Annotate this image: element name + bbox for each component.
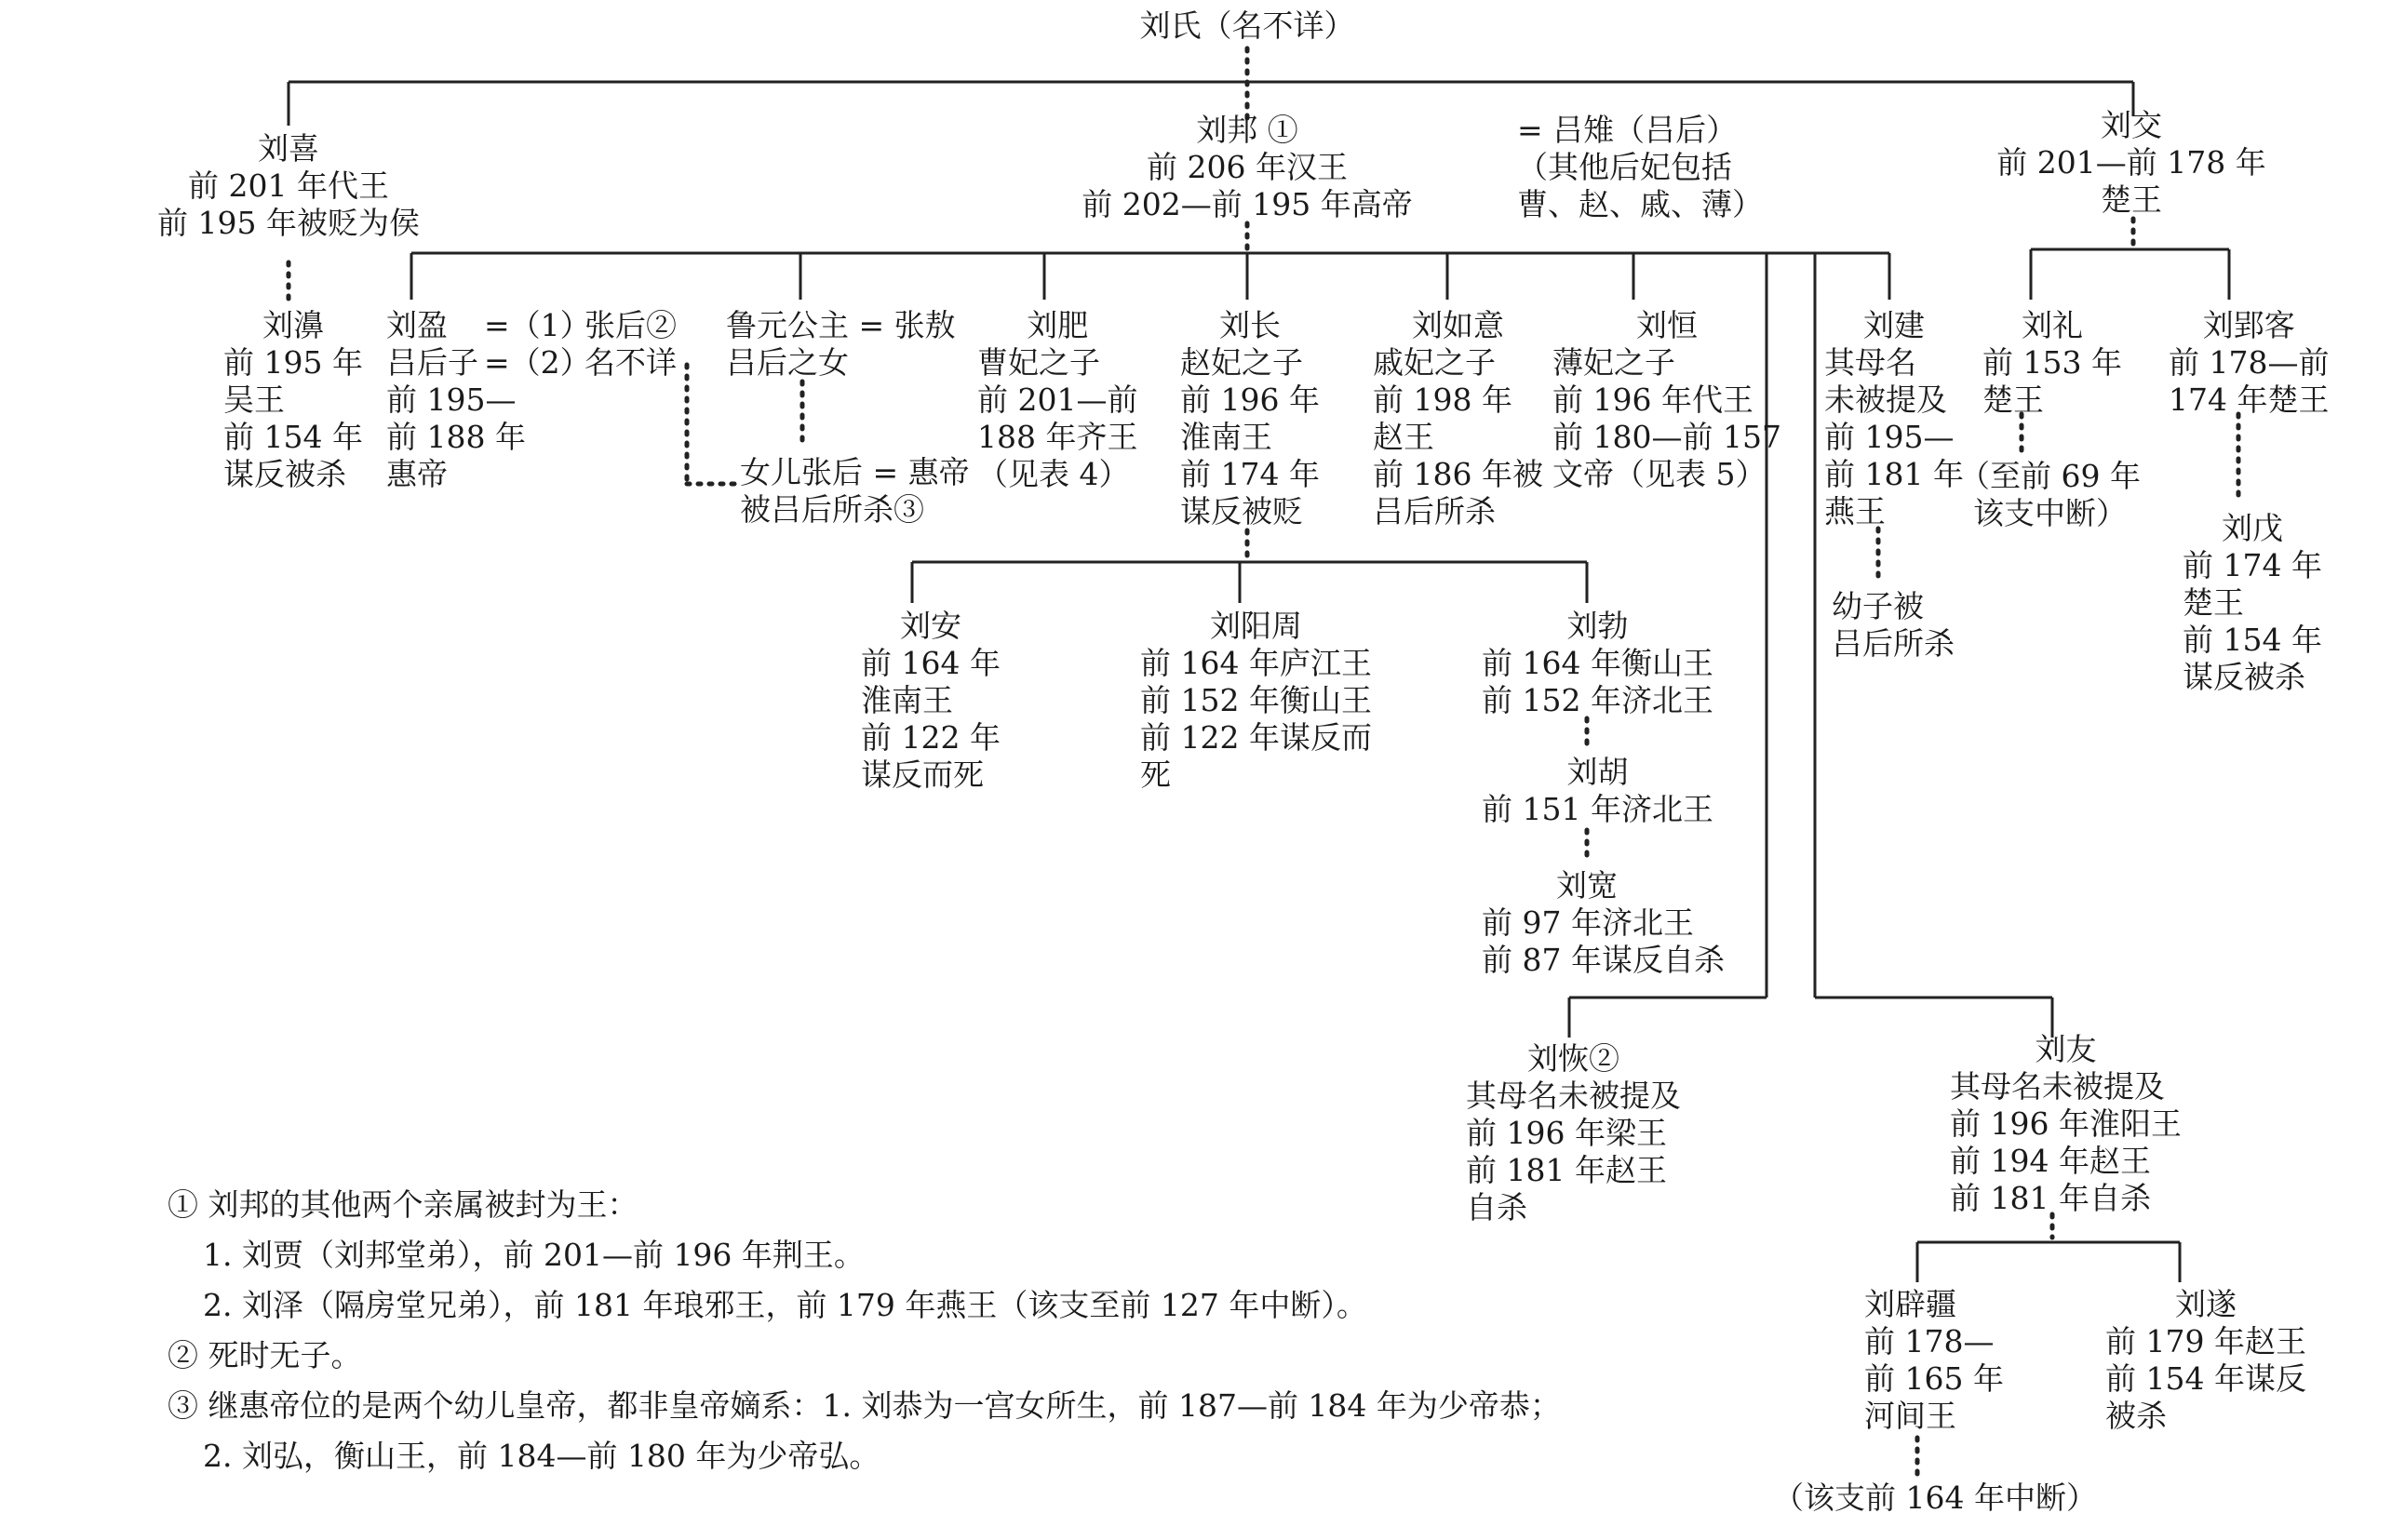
node-liuchang [1180,307,1320,530]
node-liujiao-name: 刘交 [2101,107,2162,143]
node-liupijiang-line: 河间王 [1864,1398,1956,1434]
node-liufei-line: 曹妃之子 [977,344,1100,381]
node-liujiao-line: 前 201—前 178 年 [1996,144,2266,181]
node-liuyou-line: 前 196 年淮阳王 [1950,1105,2182,1142]
node-liujian-line: 未被提及 [1824,382,1947,418]
node-liujian-son [1832,588,1955,663]
node-liukuan-line: 前 87 年谋反自杀 [1482,942,1725,978]
node-lvzhi [1517,112,1763,223]
node-liuyingke-name: 刘郢客 [2202,307,2295,343]
node-liuyou [1950,1031,2182,1217]
node-liujian-son-line: 幼子被 [1832,588,1924,624]
node-lvzhi-name: = 吕雉（吕后） [1517,112,1738,148]
node-liuli-line: 楚王 [1982,382,2044,418]
node-liuruyi-line: 赵王 [1373,419,1434,455]
node-liubo-name: 刘勃 [1566,608,1629,644]
node-liuruyi [1373,307,1543,530]
node-liupijiang-line: 前 178— [1864,1323,1995,1359]
node-liubo-line: 前 152 年济北王 [1482,682,1713,718]
node-liujian-son-line: 吕后所杀 [1832,625,1955,662]
node-luyuan-line: 吕后之女 [726,344,849,381]
node-liujian-line: 燕王 [1824,493,1886,529]
footnote-1-item-1: 1. 刘贾（刘邦堂弟），前 201—前 196 年荆王。 [203,1237,865,1273]
node-liuchang-line: 赵妃之子 [1180,344,1303,381]
node-zhanghou-line: 名不详 [584,344,677,381]
node-liuwu-line: 谋反被杀 [2183,659,2305,695]
node-liuying-line: 前 195— [386,382,517,418]
node-liuyangzhou-line: 前 122 年谋反而 [1140,719,1372,756]
marriage-mark: =（1） [484,307,591,343]
node-liujian-name: 刘建 [1862,307,1925,343]
node-liukuan-name: 刘宽 [1556,867,1618,904]
node-daughter-name: 女儿张后 = 惠帝 [740,454,970,490]
node-liuli-end-line: （至前 69 年 [1959,458,2141,494]
node-liusui-name: 刘遂 [2174,1286,2237,1322]
node-liuchang-line: 前 174 年 [1180,456,1320,492]
node-lvzhi-line: （其他后妃包括 [1517,149,1732,185]
node-liusui [2105,1286,2306,1435]
node-liuhu-line: 前 151 年济北王 [1482,791,1713,827]
node-liuheng-line: 薄妃之子 [1552,344,1675,381]
node-liubang-line: 前 206 年汉王 [1147,149,1348,185]
node-liuxi-line: 前 201 年代王 [188,167,389,204]
footnote-2: ② 死时无子。 [168,1337,362,1373]
marriage-mark: =（2） [484,344,591,381]
root-title: 刘氏（名不详） [1139,7,1355,44]
node-liuyou-line: 前 181 年自杀 [1950,1180,2151,1216]
node-liubi [223,307,363,493]
node-liupijiang-line: 前 165 年 [1864,1360,2004,1397]
node-liuhui-line: 自杀 [1466,1189,1527,1225]
node-liuan-line: 淮南王 [861,682,953,718]
node-liubo-line: 前 164 年衡山王 [1482,645,1713,681]
node-liuruyi-line: 吕后所杀 [1373,493,1496,529]
node-liuheng-line: 文帝（见表 5） [1552,456,1767,492]
node-liuyangzhou-line: 死 [1140,757,1171,793]
root-liu-shi [1112,7,1382,45]
node-liuhui-line: 其母名未被提及 [1466,1078,1681,1114]
node-liuying-line: 吕后子 [386,344,478,381]
node-liuxi [149,130,428,242]
node-marriage-marks [484,307,591,382]
node-liuheng-line: 前 196 年代王 [1552,382,1753,418]
node-liujian-line: 前 181 年 [1824,456,1964,492]
footnote-3: ③ 继惠帝位的是两个幼儿皇帝，都非皇帝嫡系：1. 刘恭为一宫女所生，前 187—前 184 年为少帝恭； [168,1387,1561,1424]
node-liufei-line: （见表 4） [977,456,1130,492]
node-daughter-zhanghou [740,454,970,529]
footnote-1: ① 刘邦的其他两个亲属被封为王： [168,1186,638,1223]
node-liuli-name: 刘礼 [2021,307,2083,343]
node-liuchang-line: 淮南王 [1180,419,1272,455]
node-liuying-line: 惠帝 [386,456,448,492]
node-liuxi-name: 刘喜 [258,130,319,167]
node-liukuan-line: 前 97 年济北王 [1482,904,1694,941]
node-luyuan [726,307,956,382]
node-liuruyi-name: 刘如意 [1411,307,1504,343]
node-liuan-line: 前 122 年 [861,719,1001,756]
node-liuhui-name: 刘恢② [1527,1040,1619,1077]
node-liuyou-line: 前 194 年赵王 [1950,1143,2151,1179]
node-liuwu-line: 楚王 [2183,584,2244,621]
node-liupijiang [1864,1286,2004,1435]
node-liupijiang-end-line: （该支前 164 年中断） [1773,1480,2097,1516]
node-liujian-line: 其母名 [1824,344,1916,381]
node-liubi-name: 刘濞 [262,307,324,343]
node-liujiao [1982,107,2280,219]
node-liuyangzhou-line: 前 164 年庐江王 [1140,645,1372,681]
node-liujian [1824,307,1964,530]
node-liuheng [1552,307,1781,493]
node-liuchang-line: 前 196 年 [1180,382,1320,418]
node-liuxi-line: 前 195 年被贬为侯 [157,205,420,241]
node-liusui-line: 前 154 年谋反 [2105,1360,2306,1397]
node-liufei [977,307,1137,493]
node-luyuan-name: 鲁元公主 = 张敖 [726,307,956,343]
node-liuchang-name: 刘长 [1218,307,1281,343]
node-lvzhi-line: 曹、赵、戚、薄） [1517,186,1763,222]
node-liupijiang-end [1773,1480,2097,1517]
node-liukuan [1482,867,1725,979]
node-liuan [861,608,1001,794]
node-liubang-name: 刘邦 ① [1196,112,1298,148]
node-liubi-line: 前 154 年 [223,419,363,455]
node-zhanghou-name: 张后② [584,307,677,343]
node-liupijiang-name: 刘辟疆 [1864,1286,1956,1322]
node-liusui-line: 被杀 [2105,1398,2167,1434]
node-liuyangzhou [1140,608,1372,794]
node-liubi-line: 前 195 年 [223,344,363,381]
node-liuyangzhou-name: 刘阳周 [1209,608,1302,644]
node-liubang [1070,112,1424,223]
node-liuruyi-line: 前 186 年被 [1373,456,1543,492]
node-liujian-line: 前 195— [1824,419,1955,455]
node-liuyangzhou-line: 前 152 年衡山王 [1140,682,1372,718]
node-liuwu-line: 前 174 年 [2183,547,2322,583]
footnotes [168,1180,1561,1481]
node-liuwu-name: 刘戊 [2221,510,2283,546]
node-liuhui-line: 前 196 年梁王 [1466,1115,1667,1151]
node-liuhui-line: 前 181 年赵王 [1466,1152,1667,1188]
node-liuchang-line: 谋反被贬 [1180,493,1303,529]
node-liuheng-line: 前 180—前 157 [1552,419,1781,455]
node-liufei-line: 188 年齐王 [977,419,1138,455]
node-liubang-line: 前 202—前 195 年高帝 [1082,186,1413,222]
node-liuan-line: 谋反而死 [861,757,984,793]
node-liuwu [2183,510,2322,696]
node-liuruyi-line: 前 198 年 [1373,382,1512,418]
node-liusui-line: 前 179 年赵王 [2105,1323,2306,1359]
node-zhanghou [584,307,677,382]
node-liuhu-name: 刘胡 [1566,754,1629,790]
node-liubi-line: 吴王 [223,382,285,418]
footnote-3-cont: 2. 刘弘，衡山王，前 184—前 180 年为少帝弘。 [203,1438,880,1474]
node-liujiao-line: 楚王 [2101,181,2162,218]
node-daughter-line: 被吕后所杀③ [740,491,924,528]
node-liuheng-name: 刘恒 [1635,307,1698,343]
node-liuyou-name: 刘友 [2035,1031,2097,1067]
node-liuyou-line: 其母名未被提及 [1950,1068,2165,1105]
node-liubo [1482,608,1713,719]
node-liuyingke-line: 174 年楚王 [2169,382,2330,418]
node-liuwu-line: 前 154 年 [2183,622,2322,658]
node-liuyingke [2169,307,2329,419]
node-liufei-name: 刘肥 [1027,307,1089,343]
node-liuying-line: 前 188 年 [386,419,526,455]
node-liuan-line: 前 164 年 [861,645,1001,681]
node-liuyingke-line: 前 178—前 [2169,344,2330,381]
node-liuli-end [1959,458,2141,532]
node-liuhu [1482,754,1713,828]
footnote-1-item-2: 2. 刘泽（隔房堂兄弟），前 181 年琅邪王，前 179 年燕王（该支至前 127 年中断）。 [203,1287,1367,1323]
node-liufei-line: 前 201—前 [977,382,1138,418]
node-liuruyi-line: 戚妃之子 [1373,344,1496,381]
node-liubi-line: 谋反被杀 [223,456,346,492]
node-liuli-end-line: 该支中断） [1972,495,2127,531]
node-liuan-name: 刘安 [899,608,961,644]
node-liuying-name: 刘盈 [386,307,448,343]
node-liuli-line: 前 153 年 [1982,344,2122,381]
node-liuli [1982,307,2122,419]
